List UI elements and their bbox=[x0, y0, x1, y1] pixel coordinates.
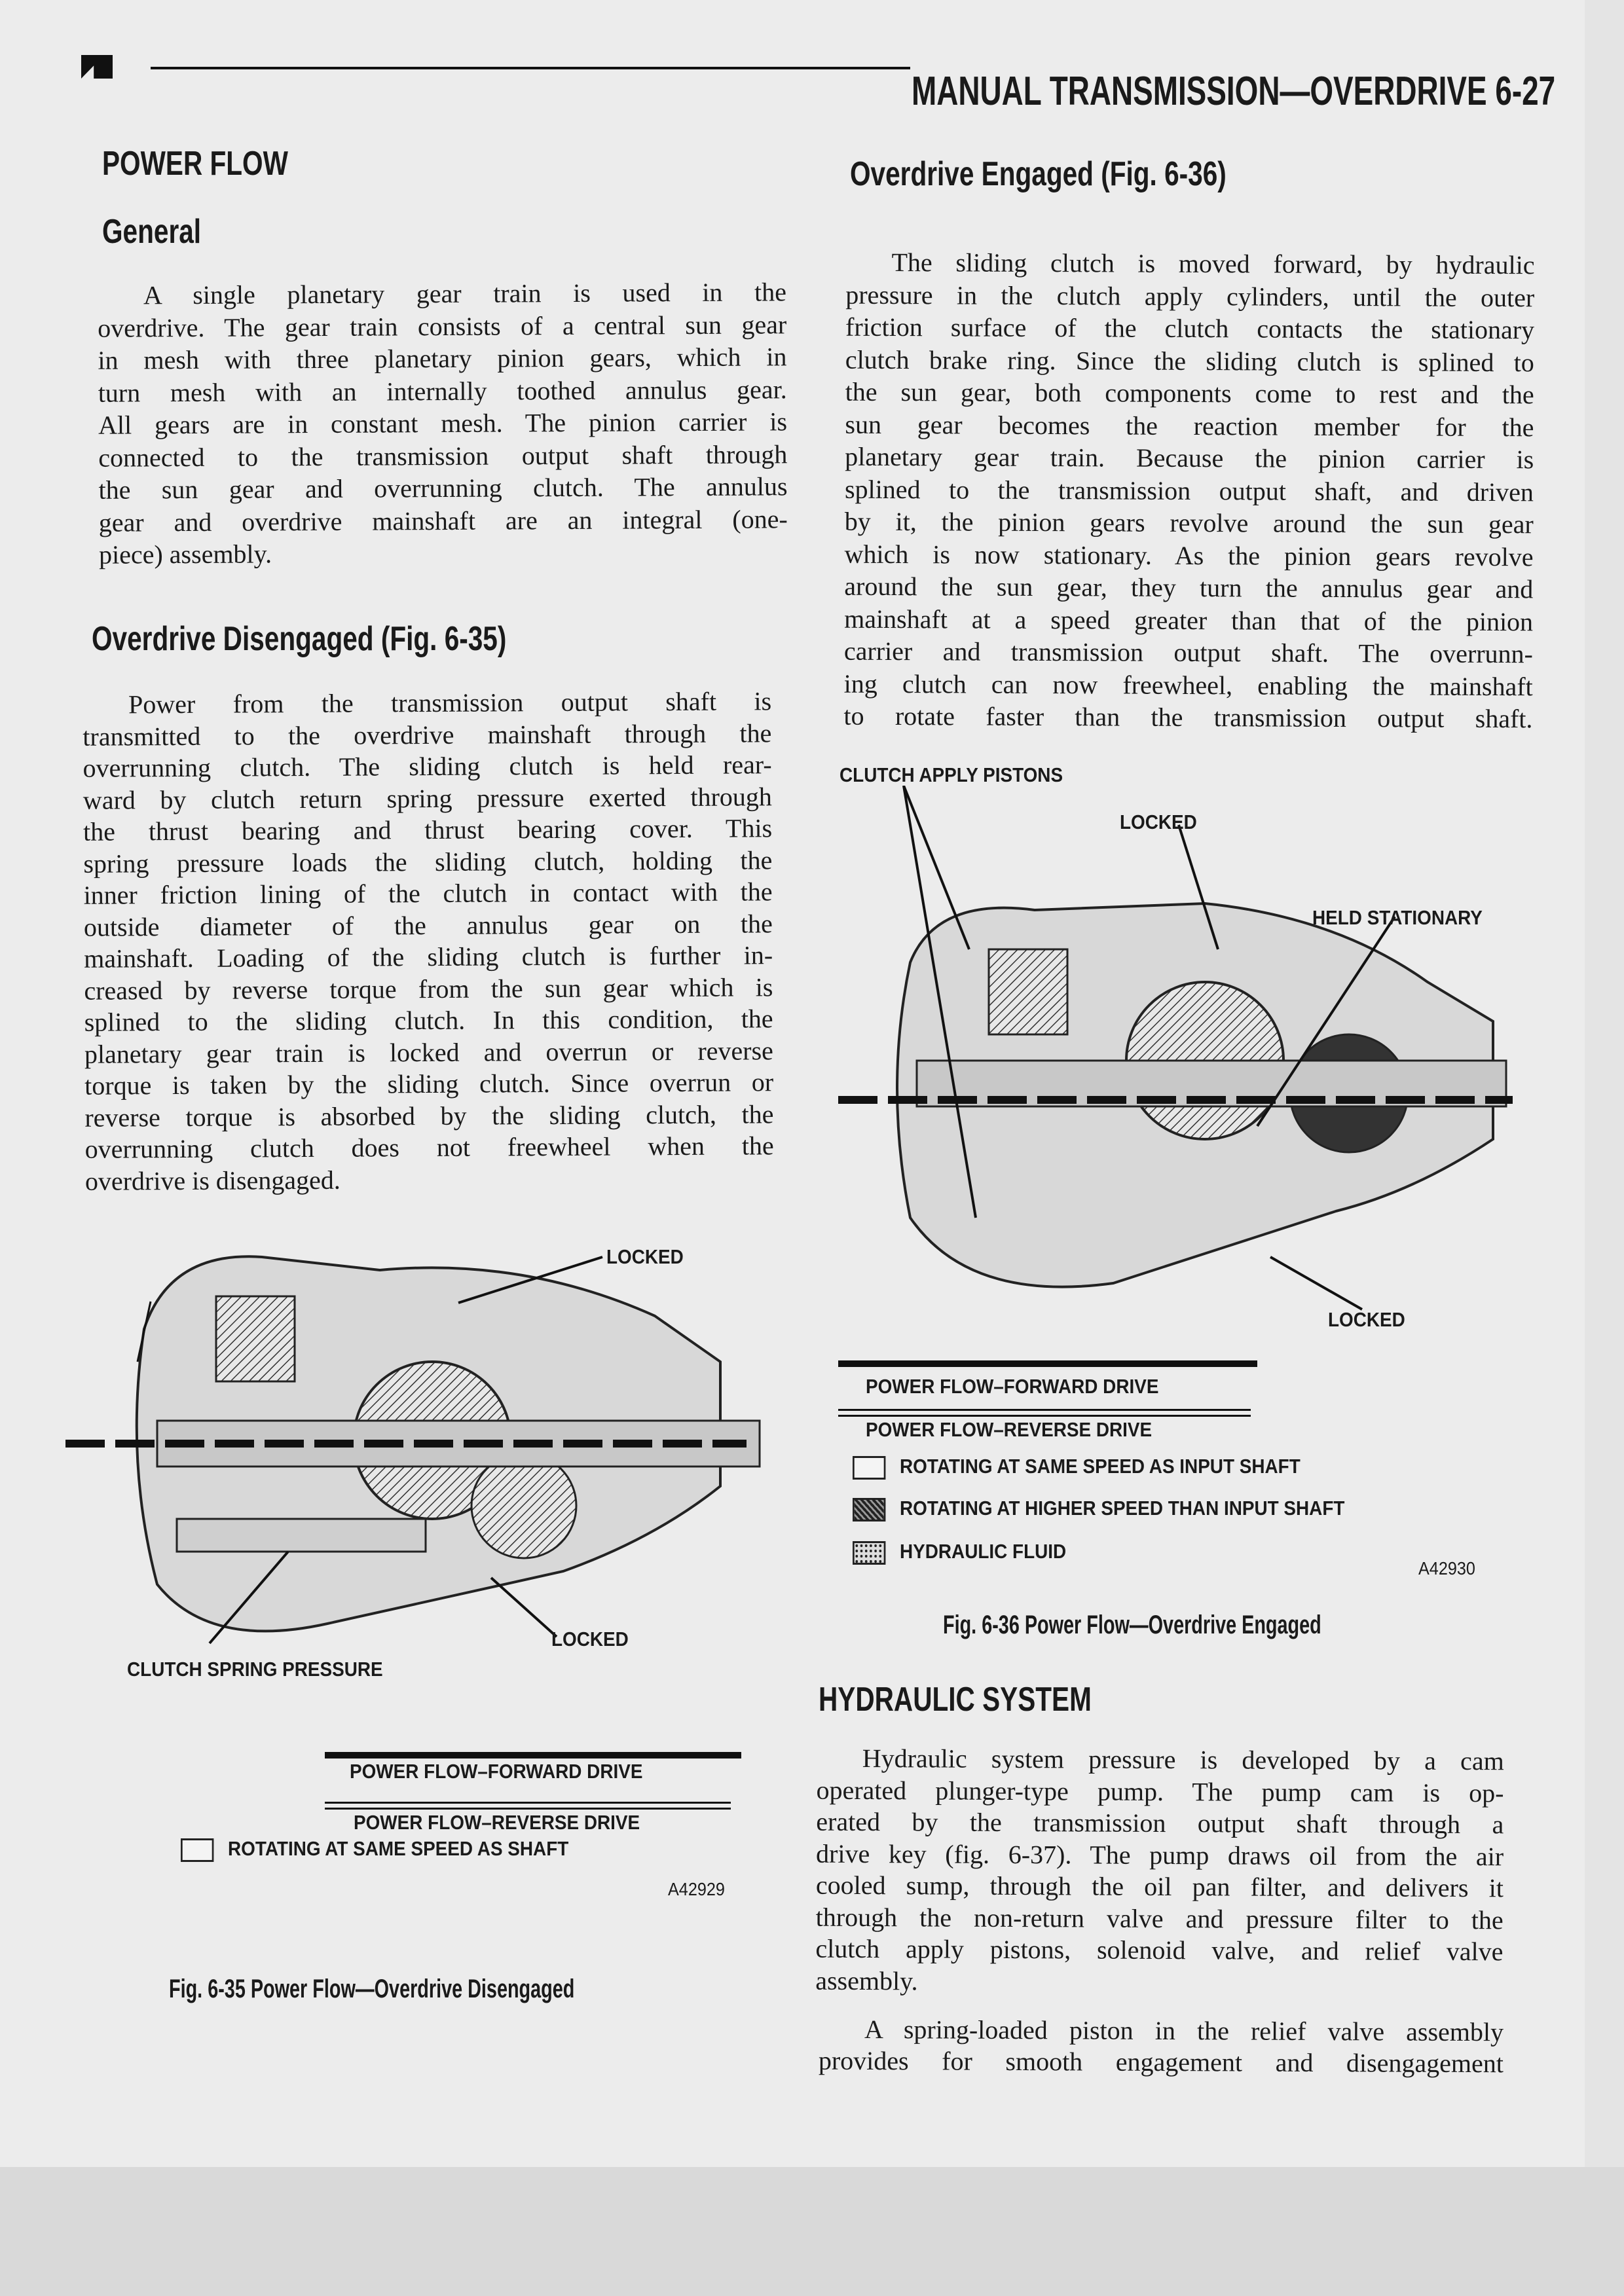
text-line: creased by reverse torque from the sun gear which is bbox=[84, 972, 773, 1006]
subsection-title: General bbox=[102, 213, 202, 251]
text-line: reverse torque is absorbed by the sliding clutch, the bbox=[84, 1099, 774, 1133]
header-rule bbox=[151, 67, 910, 69]
text-line: spring pressure loads the sliding clutch, holding the bbox=[83, 845, 773, 879]
text-line: which is now stationary. As the pinion gears revolve bbox=[844, 539, 1534, 572]
swatch-plain bbox=[181, 1838, 213, 1862]
label-clutch-spring-pressure: CLUTCH SPRING PRESSURE bbox=[127, 1658, 383, 1681]
figure-6-35-drawing bbox=[65, 1231, 773, 1663]
text-line: A single planetary gear train is used in the bbox=[143, 277, 787, 310]
legend-same-speed bbox=[853, 1455, 1301, 1480]
text-line: overrunning clutch does not freewheel when the bbox=[84, 1131, 774, 1164]
text-line: around the sun gear, they turn the annulus gear and bbox=[844, 571, 1534, 604]
text-line: planetary gear train is locked and overrun or reverse bbox=[84, 1035, 773, 1069]
legend-reverse-drive: POWER FLOW–REVERSE DRIVE bbox=[866, 1418, 1153, 1441]
clutch-block bbox=[216, 1296, 295, 1381]
text-line: in mesh with three planetary pinion gears, which in bbox=[98, 342, 787, 375]
legend-same-speed-text: ROTATING AT SAME SPEED AS SHAFT bbox=[228, 1837, 569, 1860]
text-line: planetary gear train. Because the pinion carrier is bbox=[845, 441, 1534, 475]
text-line: A spring-loaded piston in the relief valve assembly bbox=[864, 2014, 1504, 2047]
legend-higher-speed bbox=[853, 1497, 1344, 1522]
text-line: drive key (fig. 6-37). The pump draws oil from the air bbox=[816, 1838, 1504, 1871]
legend-forward-line bbox=[325, 1752, 741, 1758]
relief-paragraph bbox=[819, 2014, 1504, 2080]
text-line: gear and overdrive mainshaft are an integral (one- bbox=[98, 503, 788, 538]
running-header: MANUAL TRANSMISSION—OVERDRIVE 6-27 bbox=[912, 69, 1556, 114]
text-line: carrier and transmission output shaft. The overrunn- bbox=[843, 636, 1534, 669]
legend-reverse-drive: POWER FLOW–REVERSE DRIVE bbox=[354, 1811, 640, 1834]
text-line: to rotate faster than the transmission output shaft. bbox=[843, 701, 1533, 734]
text-line: splined to the sliding clutch. In this condition, the bbox=[84, 1004, 773, 1037]
text-line: outside diameter of the annulus gear on the bbox=[83, 908, 773, 942]
text-line: friction surface of the clutch contacts the stationary bbox=[845, 312, 1535, 345]
text-line: splined to the transmission output shaft, and driven bbox=[844, 474, 1534, 507]
text-line: All gears are in constant mesh. The pinion carrier is bbox=[98, 407, 788, 440]
label-locked-top: LOCKED bbox=[1120, 811, 1197, 833]
text-line: sun gear becomes the reaction member for the bbox=[845, 409, 1534, 442]
text-line: overdrive. The gear train consists of a central sun gear bbox=[98, 309, 787, 343]
text-line: the sun gear, both components come to rest and the bbox=[845, 376, 1534, 410]
text-line: cooled sump, through the oil pan filter, and delivers it bbox=[815, 1870, 1504, 1903]
text-line: Hydraulic system pressure is developed by a cam bbox=[862, 1743, 1504, 1776]
text-line: ing clutch can now freewheel, enabling the mainshaft bbox=[843, 668, 1533, 701]
hydraulic-heading: HYDRAULIC SYSTEM bbox=[819, 1681, 1092, 1719]
text-line: inner friction lining of the clutch in contact with the bbox=[83, 877, 773, 910]
figure-6-35-caption: Fig. 6-35 Power Flow—Overdrive Disengaged bbox=[169, 1975, 575, 2003]
label-locked-bottom: LOCKED bbox=[551, 1628, 629, 1650]
swatch-hatched bbox=[853, 1498, 885, 1522]
engaged-heading: Overdrive Engaged (Fig. 6-36) bbox=[850, 155, 1227, 193]
label-held-stationary: HELD STATIONARY bbox=[1312, 906, 1483, 929]
text-line: mainshaft. Loading of the sliding clutch is further in- bbox=[84, 940, 773, 974]
text-line: overdrive is disengaged. bbox=[84, 1165, 341, 1196]
figure-code: A42929 bbox=[668, 1879, 725, 1899]
text-line: clutch brake ring. Since the sliding clutch is splined to bbox=[845, 344, 1534, 377]
text-line: the thrust bearing and thrust bearing cover. This bbox=[83, 813, 773, 847]
text-line: turn mesh with an internally toothed annulus gear. bbox=[98, 374, 787, 408]
label-locked-top: LOCKED bbox=[606, 1245, 684, 1268]
figure-6-36-caption: Fig. 6-36 Power Flow—Overdrive Engaged bbox=[943, 1611, 1321, 1639]
label-locked-bottom: LOCKED bbox=[1328, 1308, 1405, 1331]
swatch-dotted bbox=[853, 1541, 885, 1565]
text-line: erated by the transmission output shaft through a bbox=[816, 1806, 1504, 1840]
text-line: clutch apply pistons, solenoid valve, and relief valve bbox=[815, 1933, 1504, 1967]
legend-hydraulic-fluid-text: HYDRAULIC FLUID bbox=[900, 1540, 1067, 1563]
text-line: assembly. bbox=[815, 1965, 918, 1995]
text-line: The sliding clutch is moved forward, by hydraulic bbox=[891, 247, 1535, 280]
legend-reverse-line bbox=[325, 1802, 731, 1810]
text-line: pressure in the clutch apply cylinders, until the outer bbox=[845, 280, 1535, 312]
text-line: transmitted to the overdrive mainshaft through the bbox=[83, 718, 772, 752]
figure-6-36-drawing bbox=[838, 786, 1532, 1322]
figure-code: A42930 bbox=[1418, 1558, 1475, 1578]
text-line: ward by clutch return spring pressure exerted through bbox=[83, 781, 772, 815]
text-line: by it, the pinion gears revolve around the sun gear bbox=[844, 506, 1534, 539]
text-line: piece) assembly. bbox=[98, 539, 272, 570]
legend-same-speed-text: ROTATING AT SAME SPEED AS INPUT SHAFT bbox=[900, 1455, 1301, 1478]
legend-hydraulic-fluid bbox=[853, 1540, 1066, 1565]
legend-reverse-line bbox=[838, 1409, 1251, 1417]
text-line: the sun gear and overrunning clutch. The annulus bbox=[98, 471, 788, 505]
hydraulic-paragraph bbox=[815, 1743, 1504, 2000]
legend-higher-speed-text: ROTATING AT HIGHER SPEED THAN INPUT SHAFT bbox=[900, 1497, 1345, 1520]
disengaged-paragraph bbox=[83, 685, 774, 1197]
text-line: Power from the transmission output shaft is bbox=[128, 686, 772, 720]
legend-forward-drive: POWER FLOW–FORWARD DRIVE bbox=[350, 1760, 643, 1783]
label-clutch-apply-pistons: CLUTCH APPLY PISTONS bbox=[840, 763, 1063, 786]
text-line: overrunning clutch. The sliding clutch is held rear- bbox=[83, 750, 772, 783]
legend-forward-line bbox=[838, 1360, 1257, 1367]
text-line: provides for smooth engagement and disengagement bbox=[818, 2045, 1504, 2079]
text-line: mainshaft at a speed greater than that of the pinion bbox=[844, 604, 1534, 636]
swatch-plain bbox=[853, 1456, 885, 1480]
text-line: operated plunger-type pump. The pump cam is op- bbox=[816, 1775, 1504, 1808]
text-line: torque is taken by the sliding clutch. Since overrun or bbox=[84, 1067, 774, 1101]
legend-same-speed bbox=[181, 1837, 568, 1862]
section-title: POWER FLOW bbox=[102, 145, 288, 183]
general-paragraph bbox=[98, 276, 788, 571]
legend-forward-drive: POWER FLOW–FORWARD DRIVE bbox=[866, 1375, 1159, 1398]
engaged-paragraph bbox=[843, 246, 1534, 735]
text-line: through the non-return valve and pressure filter to the bbox=[815, 1902, 1504, 1935]
text-line: connected to the transmission output shaft through bbox=[98, 439, 788, 473]
disengaged-heading: Overdrive Disengaged (Fig. 6-35) bbox=[92, 620, 507, 658]
scan-margin bbox=[0, 2167, 1624, 2296]
